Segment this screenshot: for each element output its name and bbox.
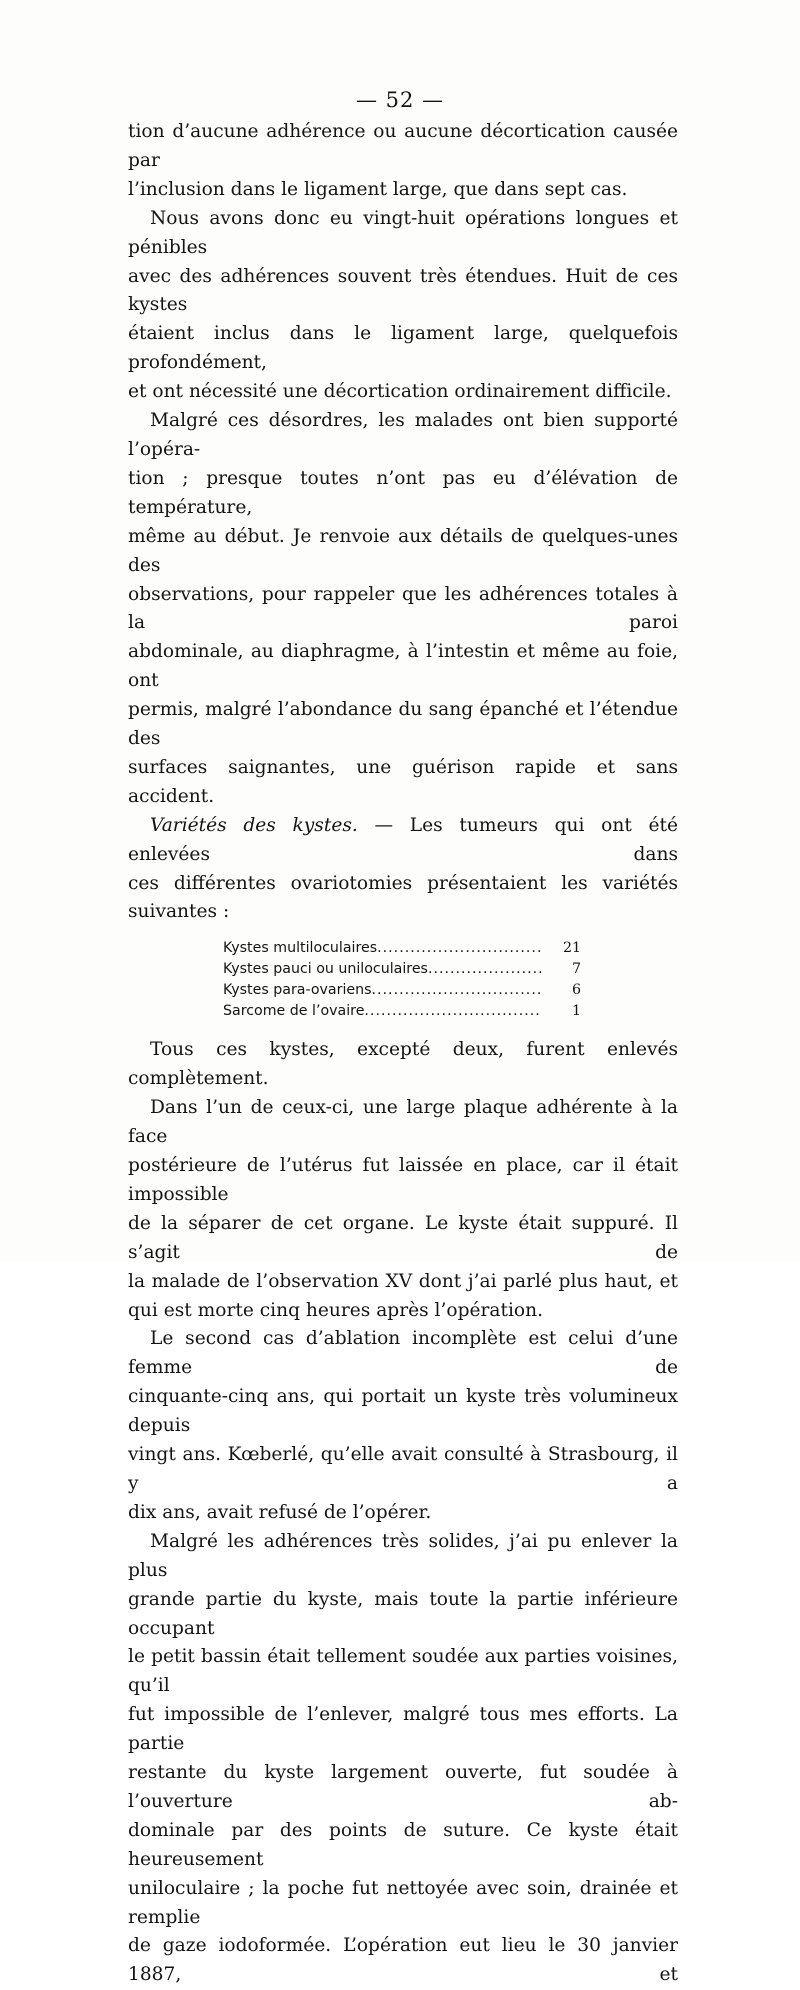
row-label: Kystes multiloculaires	[223, 940, 378, 957]
paragraph-varietes	[128, 812, 678, 928]
text-line: dix ans, avait refusé de l’opérer.	[128, 1501, 432, 1523]
text-line: surfaces saignantes, une guérison rapide et sans accident.	[128, 756, 678, 807]
dot-leader	[428, 959, 541, 980]
paragraph	[128, 1325, 678, 1527]
text-line: qui est morte cinq heures après l’opération.	[128, 1299, 543, 1321]
row-label: Sarcome de l’ovaire	[223, 1003, 365, 1020]
text-line: tion ; presque toutes n’ont pas eu d’élévation de température,	[128, 467, 678, 518]
text-line: tion d’aucune adhérence ou aucune décortication causée par	[128, 121, 678, 171]
text-line: grande partie du kyste, mais toute la partie inférieure occupant	[128, 1588, 678, 1639]
text-line: ces différentes ovariotomies présentaient les variétés suivantes :	[128, 872, 678, 923]
text-line: Malgré ces désordres, les malades ont bien supporté l’opéra-	[128, 410, 678, 460]
text-line: Malgré les adhérences très solides, j’ai pu enlever la plus	[128, 1530, 678, 1581]
dot-leader	[377, 938, 541, 959]
text-line: Le second cas d’ablation incomplète est celui d’une femme de	[128, 1328, 678, 1379]
section-heading: Variétés des kystes.	[150, 814, 358, 836]
paragraph	[128, 1528, 678, 1990]
dot-leader	[364, 1001, 541, 1022]
paragraph	[128, 1094, 678, 1325]
text-line: vingt ans. Kœberlé, qu’elle avait consulté à Strasbourg, il y a	[128, 1444, 678, 1494]
text-run: — Les tumeurs qui ont été enlevées dans	[128, 814, 678, 865]
text-line: postérieure de l’utérus fut laissée en place, car il était impossible	[128, 1155, 678, 1205]
page-number: — 52 —	[355, 88, 445, 112]
row-count: 6	[571, 982, 581, 999]
paragraph	[128, 407, 678, 812]
row-count: 1	[571, 1003, 581, 1020]
text-line: abdominale, au diaphragme, à l’intestin et même au foie, ont	[128, 641, 678, 692]
paragraph	[128, 1036, 678, 1094]
text-line: de gaze iodoformée. L’opération eut lieu le 30 janvier 1887, et	[128, 1935, 678, 1986]
text-line: cinquante-cinq ans, qui portait un kyste très volumineux depuis	[128, 1386, 678, 1437]
text-line: le petit bassin était tellement soudée aux parties voisines, qu’il	[128, 1646, 678, 1697]
table-row	[223, 1001, 581, 1022]
text-line: étaient inclus dans le ligament large, quelquefois profondément,	[128, 323, 678, 374]
text-line: Dans l’un de ceux-ci, une large plaque adhérente à la face	[128, 1097, 678, 1148]
text-line: l’inclusion dans le ligament large, que dans sept cas.	[128, 178, 628, 200]
text-line: Nous avons donc eu vingt-huit opérations longues et pénibles	[128, 207, 678, 258]
text-line: de la séparer de cet organe. Le kyste était suppuré. Il s’agit de	[128, 1212, 678, 1263]
text-line: Tous ces kystes, excepté deux, furent enlevés complètement.	[128, 1039, 678, 1090]
text-line: fut impossible de l’enlever, malgré tous mes efforts. La partie	[128, 1704, 678, 1755]
varieties-table	[223, 938, 581, 1022]
text-line: permis, malgré l’abondance du sang épanché et l’étendue des	[128, 699, 678, 750]
text-line: uniloculaire ; la poche fut nettoyée avec soin, drainée et remplie	[128, 1877, 678, 1928]
row-count: 7	[571, 961, 581, 978]
table-row	[223, 980, 581, 1001]
row-label: Kystes pauci ou uniloculaires	[223, 961, 428, 978]
table-row	[223, 938, 581, 959]
body-text	[128, 118, 678, 1990]
text-line: restante du kyste largement ouverte, fut soudée à l’ouverture ab-	[128, 1762, 678, 1812]
row-label: Kystes para-ovariens	[223, 982, 372, 999]
table-row	[223, 959, 581, 980]
text-line: et ont nécessité une décortication ordinairement difficile.	[128, 381, 672, 403]
paragraph	[128, 205, 678, 407]
row-count: 21	[562, 940, 581, 957]
text-line: même au début. Je renvoie aux détails de quelques-unes des	[128, 525, 678, 576]
paragraph	[128, 118, 678, 205]
text-line: avec des adhérences souvent très étendues. Huit de ces kystes	[128, 265, 678, 316]
text-line: dominale par des points de suture. Ce kyste était heureusement	[128, 1819, 678, 1870]
text-line	[128, 812, 678, 870]
text-line: observations, pour rappeler que les adhérences totales à la paroi	[128, 583, 678, 634]
dot-leader	[372, 980, 541, 1001]
text-line: la malade de l’observation XV dont j’ai parlé plus haut, et	[128, 1270, 678, 1292]
